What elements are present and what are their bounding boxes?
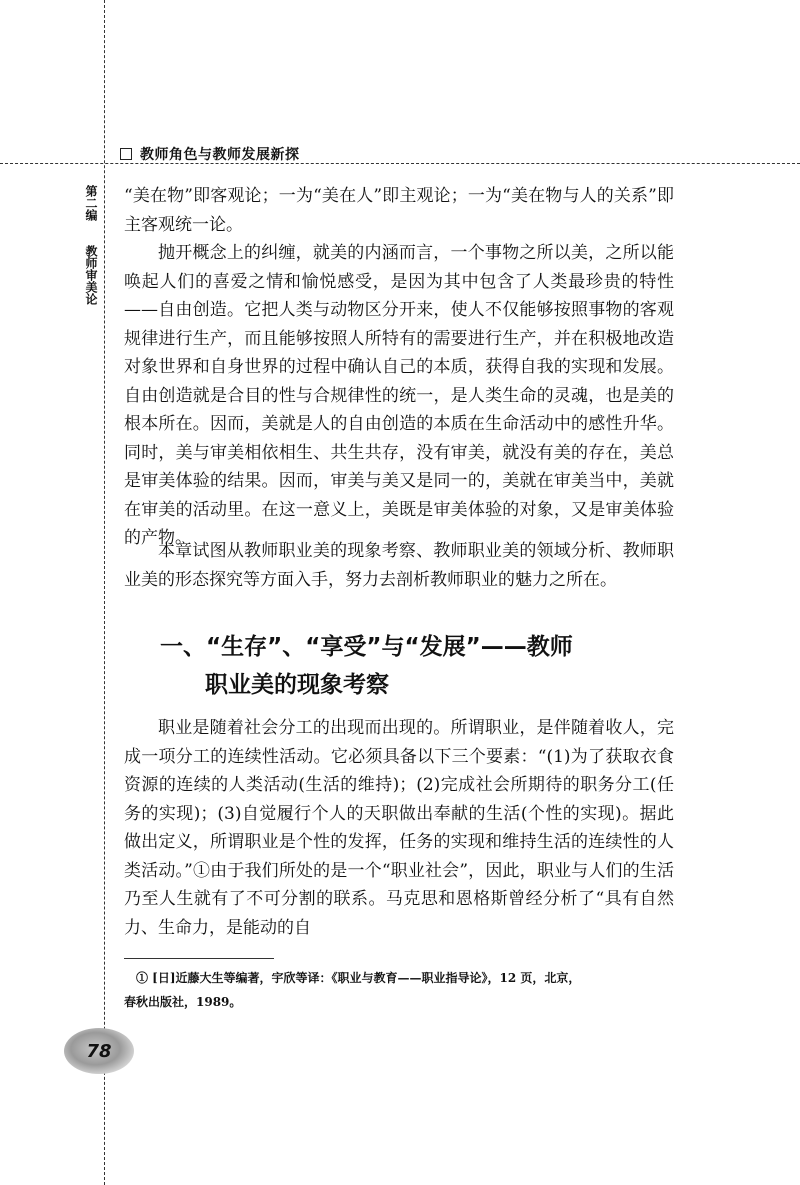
- section-heading-line2: 职业美的现象考察: [205, 672, 389, 698]
- footnote-line2: 春秋出版社，1989。: [124, 995, 242, 1009]
- paragraph-continued: “美在物”即客观论；一为“美在人”即主观论；一为“美在物与人的关系”即主客观统一论。: [124, 186, 674, 235]
- square-icon: [120, 148, 132, 160]
- side-part-label: 第二编: [84, 185, 98, 221]
- section-paragraph: 职业是随着社会分工的出现而出现的。所谓职业，是伴随着收人，完成一项分工的连续性活动。它必须具备以下三个要素：“(1)为了获取衣食资源的连续的人类活动(生活的维持)；(2)完成社会所期待的职务分工(任务的实现)；(3)自觉履行个人的天职做出奉献的生活(个性的实现)。据此做出定义，所谓职业是个性的发挥，任务的实现和维持生活的连续性的人类活动。”①由于我们所处的是一个“职业社会”，因此，职业与人们的生活乃至人生就有了不可分割的联系。马克思和恩格斯曾经分析了“具有自然力、生命力，是能动的自: [124, 718, 674, 938]
- vertical-dashed-rule: [104, 0, 105, 1185]
- section-heading: [160, 628, 680, 704]
- side-title-label: 教师审美论: [84, 245, 98, 305]
- page-number: 78: [86, 1040, 112, 1062]
- footnote-line1: ① [日]近藤大生等编著，宇欣等译：《职业与教育——职业指导论》，12 页，北京，: [136, 971, 581, 985]
- paragraph: 本章试图从教师职业美的现象考察、教师职业美的领域分析、教师职业美的形态探究等方面入手，努力去剖析教师职业的魅力之所在。: [124, 541, 674, 590]
- running-header-title: 教师角色与教师发展新探: [140, 147, 300, 163]
- page-number-badge: [64, 1028, 134, 1074]
- section-heading-line1: 一、“生存”、“享受”与“发展”——教师: [160, 634, 573, 660]
- paragraph: 抛开概念上的纠缠，就美的内涵而言，一个事物之所以美，之所以能唤起人们的喜爱之情和愉悦感受，是因为其中包含了人类最珍贵的特性——自由创造。它把人类与动物区分开来，使人不仅能够按照事物的客观规律进行生产，而且能够按照人所特有的需要进行生产，并在积极地改造对象世界和自身世界的过程中确认自己的本质，获得自我的实现和发展。自由创造就是合目的性与合规律性的统一，是人类生命的灵魂，也是美的根本所在。因而，美就是人的自由创造的本质在生命活动中的感性升华。同时，美与审美相依相生、共生共存，没有审美，就没有美的存在，美总是审美体验的结果。因而，审美与美又是同一的，美就在审美当中，美就在审美的活动里。在这一意义上，美既是审美体验的对象，又是审美体验的产物。: [124, 243, 674, 548]
- footnote: [124, 966, 684, 1014]
- running-header: [120, 144, 300, 164]
- footnote-rule: [124, 958, 274, 959]
